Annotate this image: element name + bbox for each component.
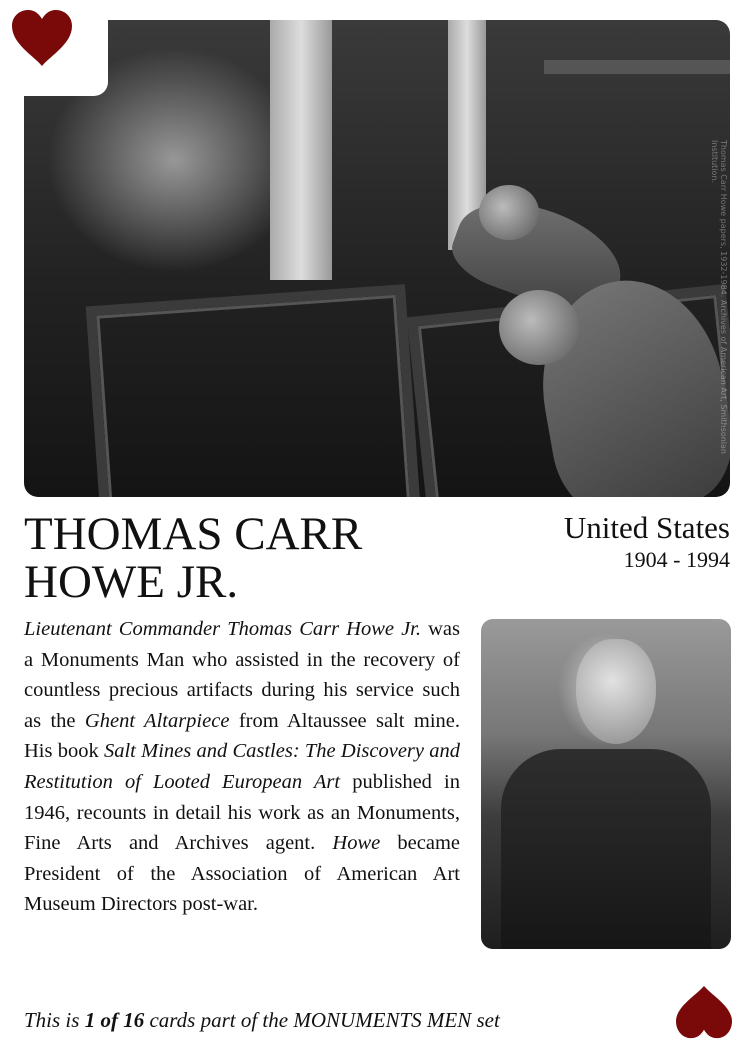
portrait-photo: [481, 619, 731, 949]
footer-prefix: This is: [24, 1008, 85, 1032]
soldier-head: [479, 185, 539, 240]
officer-head: [499, 290, 579, 365]
country-block: [564, 510, 730, 574]
biography: [24, 614, 460, 920]
heart-icon: [674, 984, 734, 1040]
hero-photo: [24, 20, 730, 497]
face: [576, 639, 656, 744]
name-line-1: THOMAS CARR: [24, 508, 363, 560]
person-name: [24, 510, 444, 606]
bio-segment: was a Monuments Man who assisted in the recovery of countless precious artifacts during his service such as the: [24, 618, 460, 732]
painting-frame: [86, 284, 423, 497]
photo-credit: Thomas Carr Howe papers, 1932-1984. Archives of American Art, Smithsonian Institution.: [710, 140, 728, 454]
bio-segment: from Altaussee salt mine. His book: [24, 709, 461, 763]
bio-segment: Howe: [332, 832, 381, 855]
bio-segment: Salt Mines and Castles: The Discovery and Restitution of Looted European Art: [24, 740, 460, 793]
name-line-2: HOWE JR.: [24, 556, 239, 608]
footer-note: [24, 1008, 500, 1033]
footer-suffix: cards part of the MONUMENTS MEN set: [144, 1008, 500, 1032]
ceiling-beam: [544, 60, 730, 74]
uniform: [501, 749, 711, 949]
bio-segment: became President of the Association of American Art Museum Directors post-war.: [24, 832, 461, 916]
heart-icon: [10, 8, 74, 68]
country: United States: [563, 510, 730, 545]
bio-segment: Ghent Altarpiece: [84, 709, 230, 732]
card-count: 1 of 16: [84, 1008, 145, 1032]
wooden-post: [270, 20, 332, 280]
life-dates: 1904 - 1994: [623, 547, 730, 572]
bio-segment: Lieutenant Commander Thomas Carr Howe Jr.: [24, 618, 422, 640]
bio-segment: published in 1946, recounts in detail his work as an Monuments, Fine Arts and Archives agent.: [24, 770, 460, 855]
